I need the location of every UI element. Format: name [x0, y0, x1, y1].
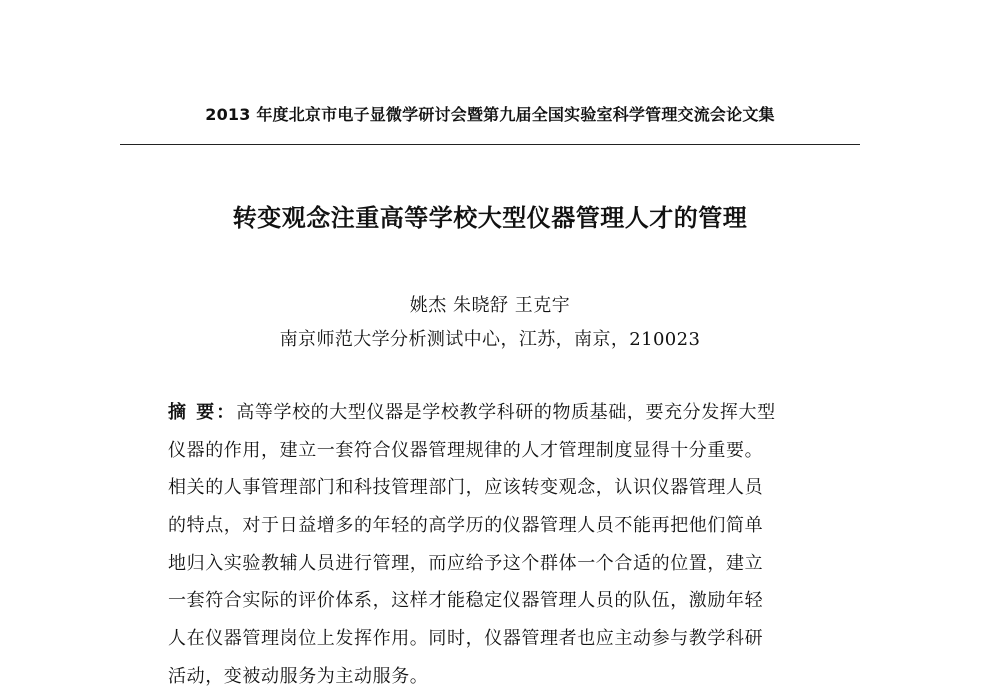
abstract-line: 一套符合实际的评价体系，这样才能稳定仪器管理人员的队伍，激励年轻	[168, 590, 764, 612]
paper-title: 转变观念注重高等学校大型仪器管理人才的管理	[232, 204, 748, 232]
abstract-line: 人在仪器管理岗位上发挥作用。同时，仪器管理者也应主动参与教学科研	[168, 628, 764, 650]
abstract-line	[168, 400, 848, 438]
abstract-line: 地归入实验教辅人员进行管理，而应给予这个群体一个合适的位置，建立	[168, 552, 764, 574]
abstract-line: 相关的人事管理部门和科技管理部门，应该转变观念，认识仪器管理人员	[168, 477, 764, 499]
running-header: 2013 年度北京市电子显微学研讨会暨第九届全国实验室科学管理交流会论文集	[205, 105, 775, 124]
abstract-line-text: 高等学校的大型仪器是学校教学科研的物质基础，要充分发挥大型	[236, 402, 776, 423]
abstract-line: 活动，变被动服务为主动服务。	[168, 665, 429, 687]
abstract	[168, 400, 848, 688]
abstract-line: 仪器的作用，建立一套符合仪器管理规律的人才管理制度显得十分重要。	[168, 439, 764, 461]
author-affiliation: 南京师范大学分析测试中心，江苏，南京，210023	[279, 329, 701, 350]
header-rule	[120, 144, 860, 145]
abstract-label: 摘 要：	[168, 402, 237, 423]
abstract-line: 的特点，对于日益增多的年轻的高学历的仪器管理人员不能再把他们简单	[168, 515, 764, 537]
author-list: 姚杰 朱晓舒 王克宇	[409, 295, 571, 316]
